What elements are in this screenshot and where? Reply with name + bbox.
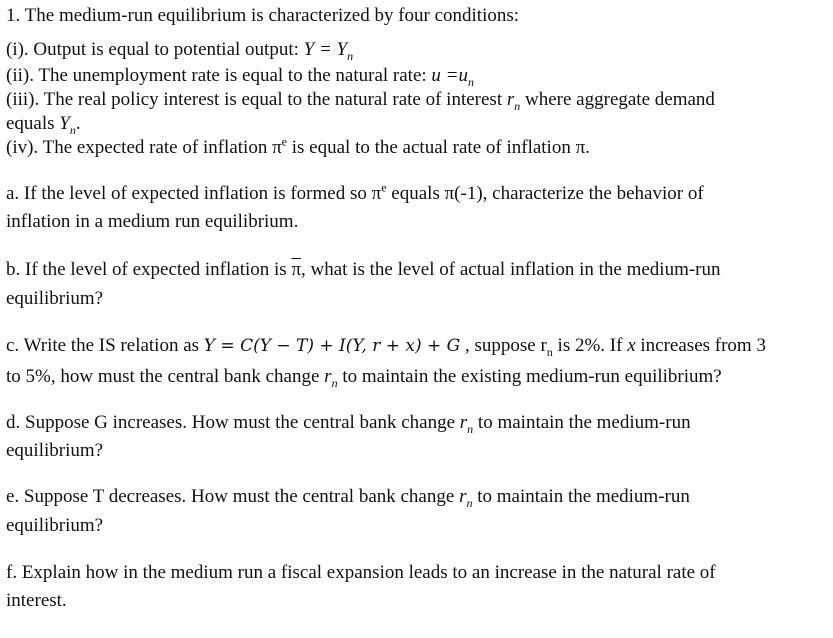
is-relation-equation: Y = C(Y − T) + I(Y, r + x) + G — [203, 336, 461, 356]
question-d-line1: d. Suppose G increases. How must the central bank change $r_n$ to maintain the medium-run — [6, 412, 691, 436]
condition-iii-Y: Y — [59, 113, 70, 134]
condition-iii-r: r — [506, 89, 515, 110]
question-d-line2: equilibrium? — [6, 440, 104, 461]
condition-iii-continued: equals $Y_n$. — [6, 113, 81, 137]
question-d-r: r — [459, 412, 468, 433]
question-a-line2: inflation in a medium run equilibrium. — [6, 211, 299, 232]
problem-title: 1. The medium-run equilibrium is characterized by four conditions: — [6, 5, 520, 26]
condition-i-math: Y = Y — [303, 39, 348, 60]
condition-iv: (iv). The expected rate of inflation $\pi^e$ is equal to the actual rate of inflation π. — [6, 134, 590, 158]
condition-ii-subscript: n — [468, 74, 474, 89]
question-f-line1: f. Explain how in the medium run a fiscal expansion leads to an increase in the natural rate of — [6, 562, 716, 583]
question-c-line1: c. Write the IS relation as Y = C(Y − T) + I(Y, r + x) + G , suppose $r_n$ is 2%. If x increases from 3 — [6, 335, 766, 359]
question-c-r: r — [324, 366, 332, 387]
question-e-r-subscript: n — [466, 495, 473, 510]
condition-i-subscript: n — [347, 48, 354, 63]
question-b-pi-bar: $\overline{\pi}$ — [291, 259, 302, 280]
condition-ii-math: u =u — [431, 65, 468, 86]
question-e-r: r — [459, 486, 467, 507]
question-a-line1: a. If the level of expected inflation is formed so $\pi^e$ equals π(-1), characterize the behavior of — [6, 180, 704, 204]
condition-iii-Y-subscript: n — [69, 122, 76, 137]
condition-iii-subscript: n — [514, 98, 521, 113]
question-d-r-subscript: n — [467, 421, 474, 436]
question-c-rn-subscript: n — [546, 344, 553, 359]
condition-iii: (iii). The real policy interest is equal to the natural rate of interest $r_n$ where aggregate demand — [6, 89, 715, 113]
question-e-line2: equilibrium? — [6, 515, 104, 536]
question-c-r-subscript: n — [331, 375, 338, 390]
condition-iv-pi: π — [272, 137, 282, 158]
condition-iv-superscript: e — [281, 134, 287, 149]
question-b-line2: equilibrium? — [6, 288, 104, 309]
question-e-line1: e. Suppose T decreases. How must the central bank change $r_n$ to maintain the medium-run — [6, 486, 690, 510]
question-f-line2: interest. — [6, 590, 67, 611]
condition-i: (i). Output is equal to potential output: $Y = Y_n$ — [6, 39, 354, 63]
question-a-superscript: e — [381, 180, 387, 195]
question-c-x: x — [627, 335, 636, 356]
condition-ii: (ii). The unemployment rate is equal to the natural rate: $u =u_n$ — [6, 65, 474, 89]
question-b-line1: b. If the level of expected inflation is $\overline{\pi}$, what is the level of actual inflation in the medium-run — [6, 259, 721, 280]
question-c-line2: to 5%, how must the central bank change $r_n$ to maintain the existing medium-run equilibrium? — [6, 366, 722, 390]
